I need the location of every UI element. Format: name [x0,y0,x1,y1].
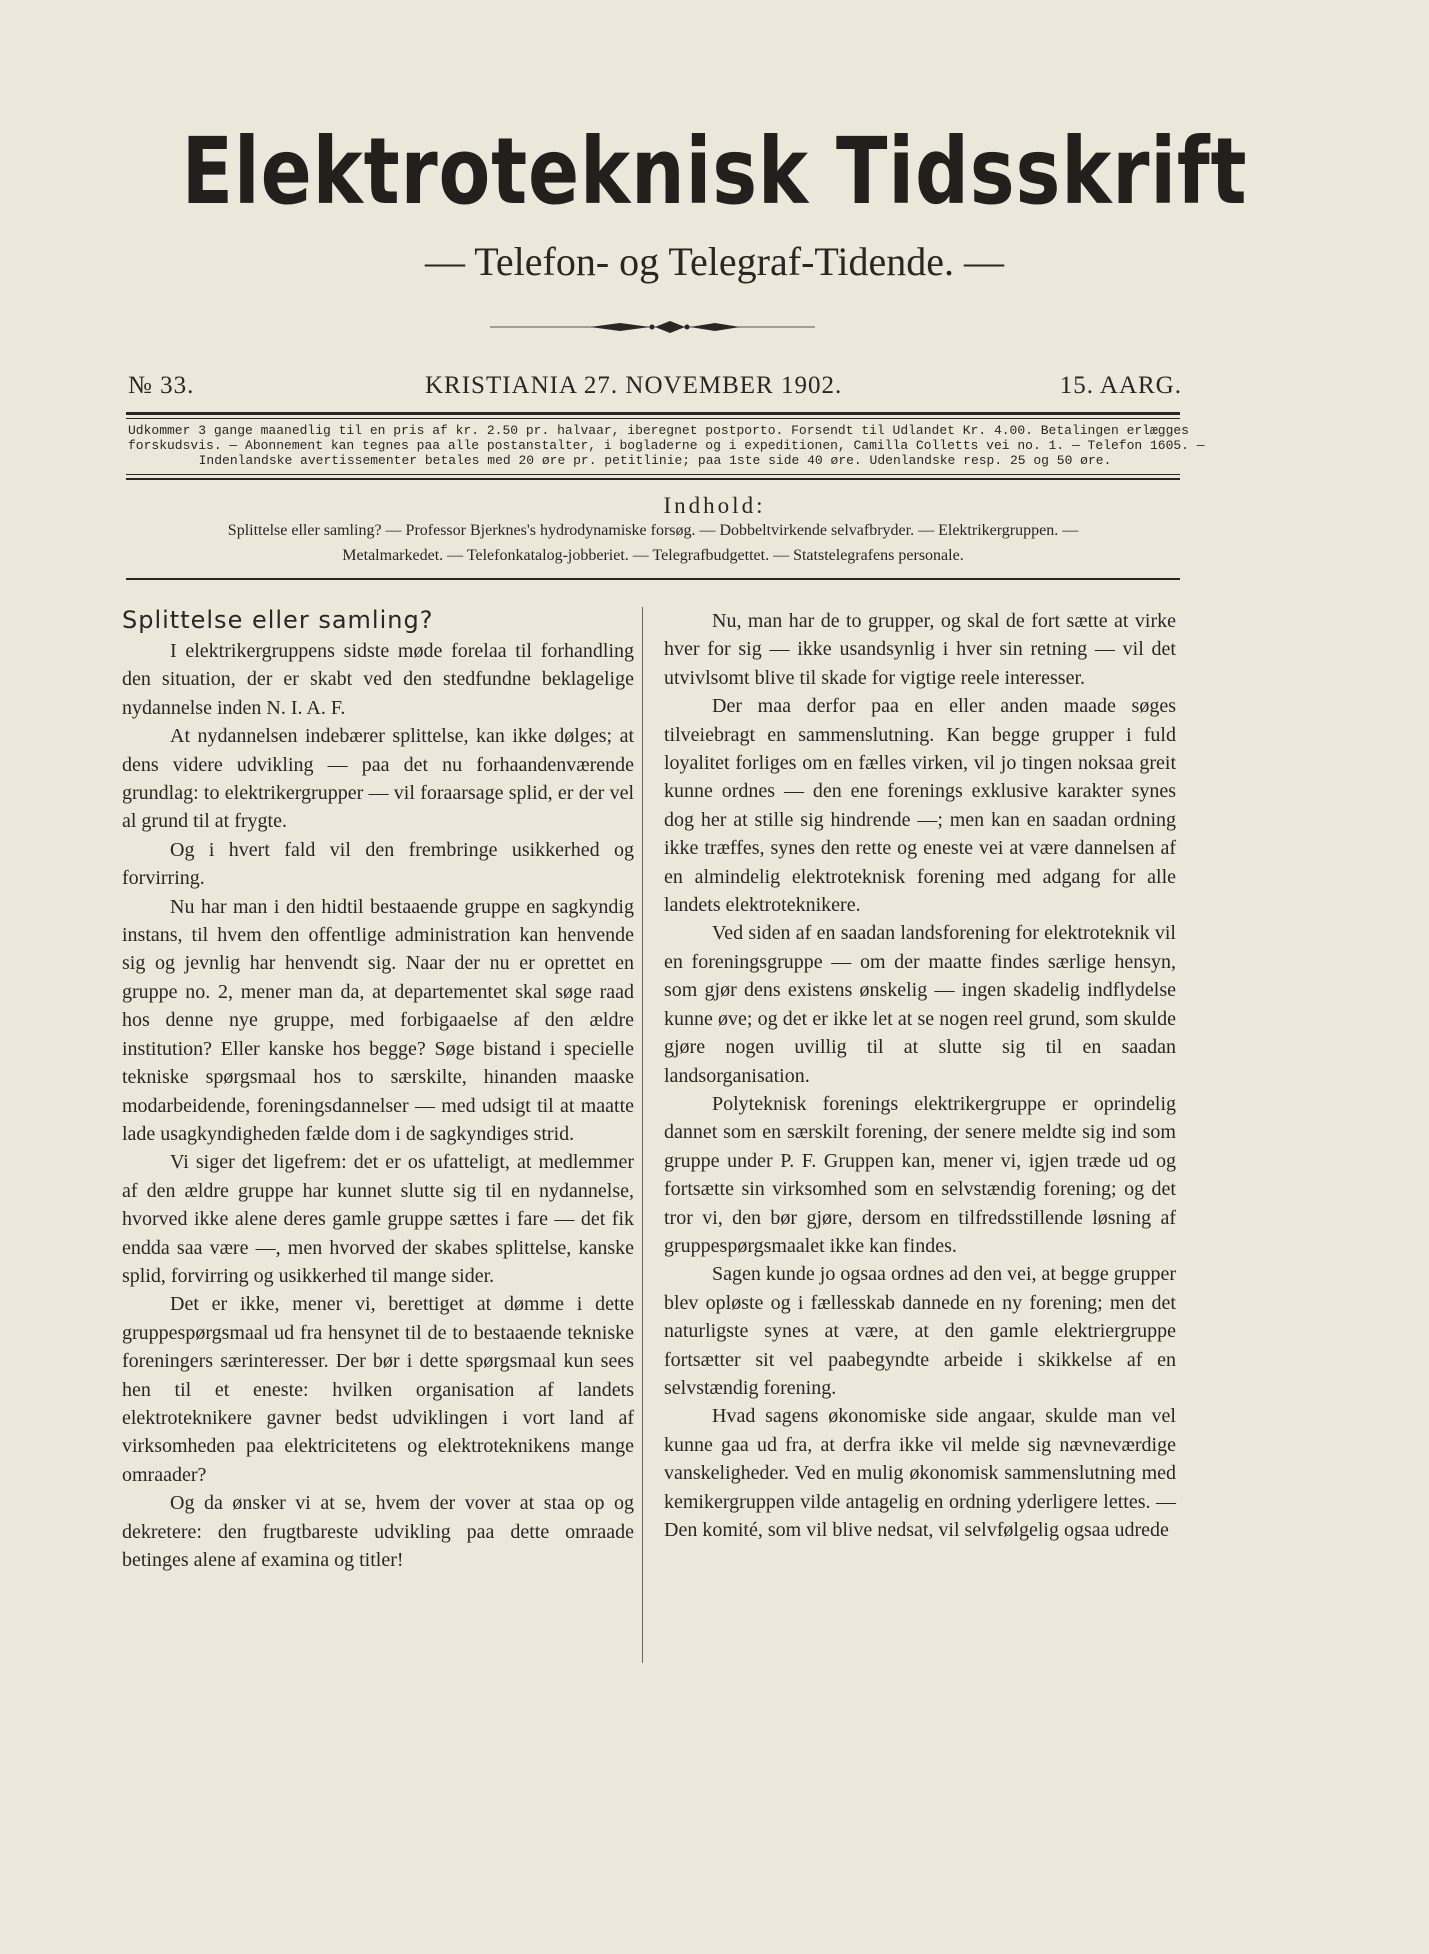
subscription-line: Indenlandske avertissementer betales med 20 øre pr. petitlinie; paa 1ste side 40 øre. Udenlandske resp. 25 og 50 øre. [198,453,1112,468]
column-divider [642,607,643,1663]
contents-line: Metalmarkedet. — Telefonkatalog-jobberiet. — Telegrafbudgettet. — Statstelegrafens personale. [342,547,964,564]
article-paragraph: Vi siger det ligefrem: det er os ufatteligt, at medlemmer af den ældre gruppe har kunnet slutte sig til en nydannelse, hvorved ikke alene deres gamle gruppe sættes i fare — det fik endda saa være —, men hvorved der skabes splittelse, kanske splid, forvirring og usikkerhed til mange sider. [122,1151,634,1287]
subscription-line: forskudsvis. — Abonnement kan tegnes paa alle postanstalter, i bogladerne og i expeditionen, Camilla Colletts vei no. 1. — Telefon 1605. — [128,438,1205,453]
rule-top-thick [126,412,1180,415]
contents-line: Splittelse eller samling? — Professor Bjerknes's hydrodynamiske forsøg. — Dobbeltvirkende selvafbryder. — Elektrikergruppen. — [227,522,1079,539]
subscription-line: Udkommer 3 gange maanedlig til en pris af kr. 2.50 pr. halvaar, iberegnet postporto. Forsendt til Udlandet Kr. 4.00. Betalingen erlægges [128,423,1189,438]
article-paragraph: Der maa derfor paa en eller anden maade søges tilveiebragt en sammenslutning. Kan begge grupper i fuld loyalitet forliges om en fælles virken, vil jo tingen noksaa greit kunne ordnes — den ene forenings exklusive karakter synes dog her at stille sig hindrende —; men kan en saadan ordning ikke træffes, synes den rette og eneste vei at være dannelsen af en almindelig elektroteknisk forening med adgang for alle landets elektroteknikere. [664,695,1176,917]
article-paragraph: Og i hvert fald vil den frembringe usikkerhed og forvirring. [122,838,634,890]
article-left-column [122,603,634,1574]
article-paragraph: At nydannelsen indebærer splittelse, kan ikke dølges; at dens videre udvikling — paa det nu forhaandenværende grundlag: to elektrikergrupper — vil foraarsage splid, er der vel al grund til at frygte. [122,725,634,833]
issue-place-date: KRISTIANIA 27. NOVEMBER 1902. [425,372,843,399]
article-title: Splittelse eller samling? [122,606,434,634]
article-paragraph: Ved siden af en saadan landsforening for elektroteknik vil en foreningsgruppe — om der maatte findes særlige hensyn, som gjør dens existens ønskelig — ingen skadelig indflydelse kunne øve; og det er ikke let at se nogen reel grund, som skulde gjøre nogen uvillig til at slutte sig til en saadan landsorganisation. [664,922,1176,1087]
masthead-title: Elektroteknisk Tidsskrift [181,118,1248,225]
rule-mid-thin [126,474,1180,475]
masthead-subtitle: — Telefon- og Telegraf-Tidende. — [424,239,1005,284]
article-right-column [664,607,1176,1544]
article-paragraph: Nu, man har de to grupper, og skal de fort sætte at virke hver for sig — ikke usandsynlig i hver sin retning — vil det utvivlsomt blive til skade for vigtige reele interesser. [664,610,1176,689]
issue-volume: 15. AARG. [1059,372,1182,399]
ornament-divider-icon [490,318,815,336]
article-paragraph: Og da ønsker vi at se, hvem der vover at staa op og dekretere: den frugtbareste udvikling paa dette omraade betinges alene af examina og titler! [122,1492,634,1571]
rule-contents-bottom [126,578,1180,580]
rule-top-thin [126,418,1180,419]
subscription-info [128,423,1205,468]
article-paragraph: Nu har man i den hidtil bestaaende gruppe en sagkyndig instans, til hvem den offentlige administration kan henvende sig og jevnlig har henvendt sig. Naar der nu er oprettet en gruppe no. 2, mener man da, at departementet skal søge raad hos denne nye gruppe, med forbigaaelse af den ældre institution? Eller kanske hos begge? Søge bistand i specielle tekniske spørgsmaal hos to særskilte, hinanden maaske modarbeidende, foreningsdannelser — med udsigt til at maatte lade usagkyndigheden fælde dom i de sagkyndiges strid. [122,895,634,1145]
issue-number: № 33. [128,372,195,399]
contents-heading: Indhold: [663,493,766,518]
article-paragraph: Hvad sagens økonomiske side angaar, skulde man vel kunne gaa ud fra, at derfra ikke vil melde sig nævneværdige vanskeligheder. Ved en mulig økonomisk sammenslutning med kemikergruppen vilde antagelig en ordning yderligere lettes. — Den komité, som vil blive nedsat, vil selvfølgelig ogsaa udrede [664,1405,1176,1541]
rule-mid-thick [126,478,1180,480]
article-paragraph: Sagen kunde jo ogsaa ordnes ad den vei, at begge grupper blev opløste og i fællesskab dannede en ny forening; men det naturligste synes at være, at den gamle elektriergruppe fortsætter sit vel paabegyndte arbeide i skikkelse af en selvstændig forening. [664,1263,1176,1399]
article-paragraph: I elektrikergruppens sidste møde forelaa til forhandling den situation, der er skabt ved den stedfundne beklagelige nydannelse inden N. I. A. F. [122,640,634,719]
article-paragraph: Det er ikke, mener vi, berettiget at dømme i dette gruppespørgsmaal ud fra hensynet til de to bestaaende tekniske foreningers særinteresser. Der bør i dette spørgsmaal kun sees hen til et eneste: hvilken organisation af landets elektroteknikere gavner bedst udviklingen i vort land af virksomheden paa elektricitetens og elektroteknikens mange omraader? [122,1293,634,1486]
article-paragraph: Polyteknisk forenings elektrikergruppe er oprindelig dannet som en særskilt forening, der senere meldte sig ind som gruppe under P. F. Gruppen kan, mener vi, igjen træde ud og fortsætte sin virksomhed som en selvstændig forening; og det tror vi, den bør gjøre, dersom en tilfredsstillende løsning af gruppespørgsmaalet ikke kan findes. [664,1092,1176,1257]
